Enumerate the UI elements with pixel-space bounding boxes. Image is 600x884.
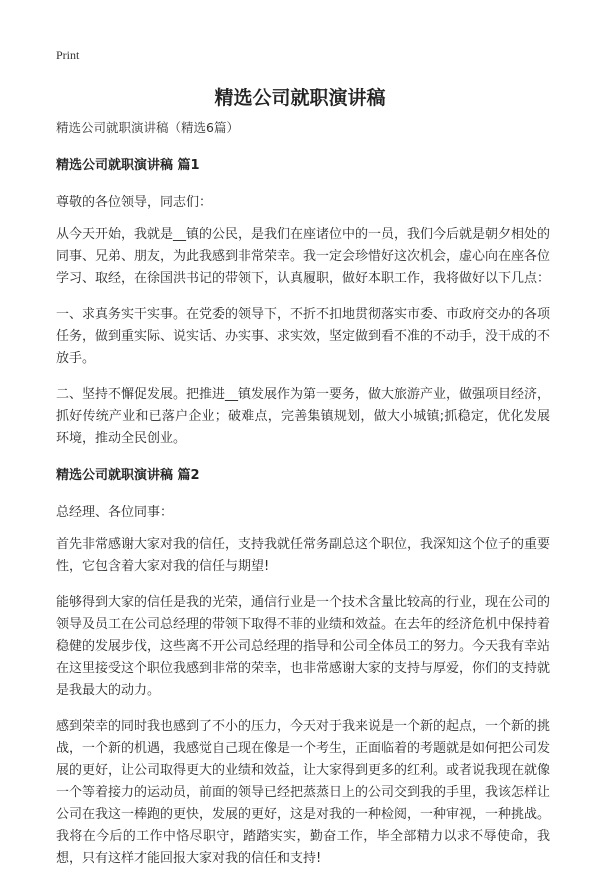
section-2 xyxy=(56,464,550,870)
paragraph: 感到荣幸的同时我也感到了不小的压力，今天对于我来说是一个新的起点，一个新的挑战，一个新的机遇，我感觉自己现在像是一个考生，正面临着的考题就是如何把公司发展的更好，让公司取得更大的业绩和效益，让大家得到更多的红利。或者说我现在就像一个等着接力的运动员，前面的领导已经把蒸蒸日上的公司交到我的手里，我该怎样让公司在我这一棒跑的更快，发展的更好，这是对我的一种检阅，一种审视，一种挑战。我将在今后的工作中恪尽职守，踏踏实实，勤奋工作，毕全部精力以求不辱使命，我想，只有这样才能回报大家对我的信任和支持! xyxy=(56,719,551,866)
paragraph: 从今天开始，我就是__镇的公民，是我们在座诸位中的一员，我们今后就是朝夕相处的同事、兄弟、朋友，为此我感到非常荣幸。我一定会珍惜好这次机会，虚心向在座各位学习、取经，在徐国洪书记的带领下，认真履职，做好本职工作，我将做好以下几点： xyxy=(56,227,551,286)
paragraph: 能够得到大家的信任是我的光荣，通信行业是一个技术含量比较高的行业，现在公司的领导及员工在公司总经理的带领下取得不菲的业绩和效益。在去年的经济危机中保持着稳健的发展步伐，这些离不开公司总经理的指导和公司全体员工的努力。今天我有幸站在这里接受这个职位我感到非常的荣幸，也非常感谢大家的支持与厚爱，你们的支持就是我最大的动力。 xyxy=(56,595,551,698)
section-heading: 精选公司就职演讲稿 篇1 xyxy=(56,158,200,173)
document-subtitle: 精选公司就职演讲稿（精选6篇） xyxy=(56,120,239,135)
section-heading: 精选公司就职演讲稿 篇2 xyxy=(56,468,200,483)
paragraph: 首先非常感谢大家对我的信任，支持我就任常务副总这个职位，我深知这个位子的重要性，它包含着大家对我的信任与期望! xyxy=(56,537,551,574)
greeting: 尊敬的各位领导，同志们： xyxy=(56,195,213,210)
section-1 xyxy=(56,154,550,450)
page-title: 精选公司就职演讲稿 xyxy=(214,87,386,109)
document-body xyxy=(56,118,550,884)
paragraph: 二、坚持不懈促发展。把推进__镇发展作为第一要务，做大旅游产业，做强项目经济，抓好传统产业和已落户企业；破难点，完善集镇规划，做大小城镇;抓稳定，优化发展环境，推动全民创业。 xyxy=(56,387,551,446)
print-link[interactable]: Print xyxy=(56,48,80,62)
greeting: 总经理、各位同事： xyxy=(56,505,174,520)
paragraph: 一、求真务实干实事。在党委的领导下，不折不扣地贯彻落实市委、市政府交办的各项任务，做到重实际、说实话、办实事、求实效，坚定做到看不准的不动手，没干成的不放手。 xyxy=(56,307,551,366)
